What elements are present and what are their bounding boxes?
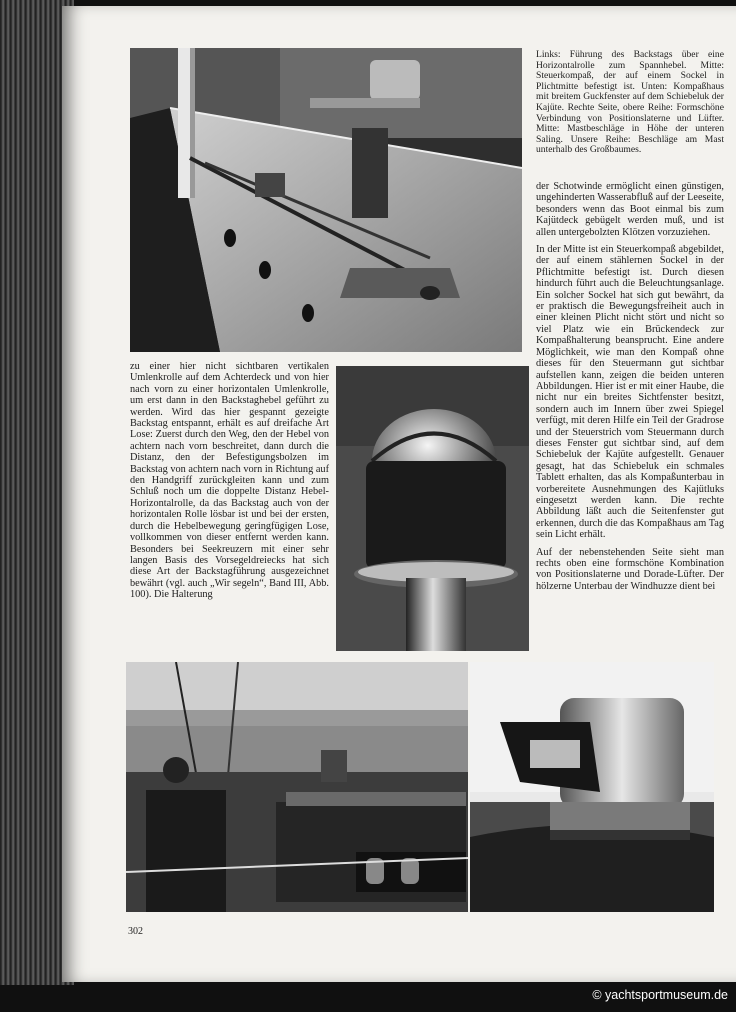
figure-caption: Links: Führung des Backstags über eine Horizontalrolle zum Spannhebel. Mitte: Steuerkompaß, der auf einem Sockel in Plichtmitte befestigt ist. Unten: Kompaßhaus mit breitem Guckfenster auf dem Schiebeluk der Kajüte. Rechte Seite, obere Reihe: Formschöne Verbindung von Positionslaterne und Lüfter. Mitte: Mastbeschläge in Höhe der unteren Saling. Unsere Reihe: Beschläge am Mast unterhalb des Großbaumes.: [536, 49, 724, 156]
paragraph-steuerkompass: In der Mitte ist ein Steuerkompaß abgebildet, der auf einem stählernen Sockel in der Pflichtmitte befestigt ist. Durch diesen hindurch führt auch die Beleuchtungsanlage. Ein solcher Sockel hat sich gut bewährt, da er praktisch die Bewegungsfreiheit auch in einer kleinen Plicht nicht stört und nicht so viel Platz wie ein Brückendeck zur Kompaßhalterung beansprucht. Eine andere Möglichkeit, wie man den Kompaß ohne dieses für den Steuermann gut sichtbar aufstellen kann, zeigen die beiden unteren Abbildungen. Hier ist er mit einer Haube, die nicht nur ein breites Sichtfenster besitzt, sondern auch im Innern über zwei Spiegel verfügt, mit deren Hilfe ein Teil der Gradrose und der Steuerstrich vom Steuermann durch dieses Fenster gut sichtbar sind, auf dem Schiebeluk der Kajüte aufgestellt. Genauer gesagt, hat das Schiebeluk ein schmales Tablett erhalten, das als Kompaßunterbau in vorbereitete Ausnehmungen des Kajütluks eingesetzt werden kann. Die rechte Abbildung läßt auch die Seitenfenster gut erkennen, durch die das Kompaßhaus am Tag sein Licht erhält.: [536, 244, 724, 541]
right-text-column: [536, 181, 724, 598]
left-text-column: [130, 361, 329, 607]
paragraph-umlenkrolle: zu einer hier nicht sichtbaren vertikalen Umlenkrolle auf dem Achterdeck und von hier nach vorn zu einer horizontalen Umlenkrolle, um erst dann in den Backstaghebel geführt zu werden. Wird das hier gespannt gezeigte Backstag entspannt, erhält es auf dreifache Art Lose: Zuerst durch den Weg, den der Hebel von achtern nach vorn beschreitet, dann durch die Distanz, den der Befestigungsbolzen im Backstag von achtern nach vorn in Richtung auf den Handgriff zurückgleiten kann und zum Schluß noch um die doppelte Distanz Hebel-Horizontalrolle, da das Backstag auch von der horizontalen Rolle lösbar ist und bei der ersten, durch die Hebelbewegung geringfügigen Lose, vollkommen von dieser entfernt werden kann. Besonders bei Seekreuzern mit einer sehr langen Basis des Vorsegeldreiecks hat sich diese Art der Backstagführung ausgezeichnet bewährt (vgl. auch „Wir segeln“, Band III, Abb. 100). Die Halterung: [130, 361, 329, 601]
page-number: 302: [128, 926, 143, 937]
photo-backstay-lever: [130, 48, 522, 352]
photo-compass-hood: [470, 662, 714, 912]
paragraph-schotwinde: der Schotwinde ermöglicht einen günstigen, ungehinderten Wasserabfluß auf der Leeseite, besonders wenn das Boot einmal bis zum Kajütdeck gebügelt werden muß, und ist allen untergebolzten Klötzen vorzuziehen.: [536, 181, 724, 238]
photo-steering-compass: [336, 366, 529, 651]
watermark-text: © yachtsportmuseum.de: [592, 988, 728, 1002]
photo-yacht-cockpit: [126, 662, 468, 912]
paragraph-nebenstehende-seite: Auf der nebenstehenden Seite sieht man rechts oben eine formschöne Kombination von Positionslaterne und Dorade-Lüfter. Der hölzerne Unterbau der Windhuzze dient bei: [536, 546, 724, 592]
